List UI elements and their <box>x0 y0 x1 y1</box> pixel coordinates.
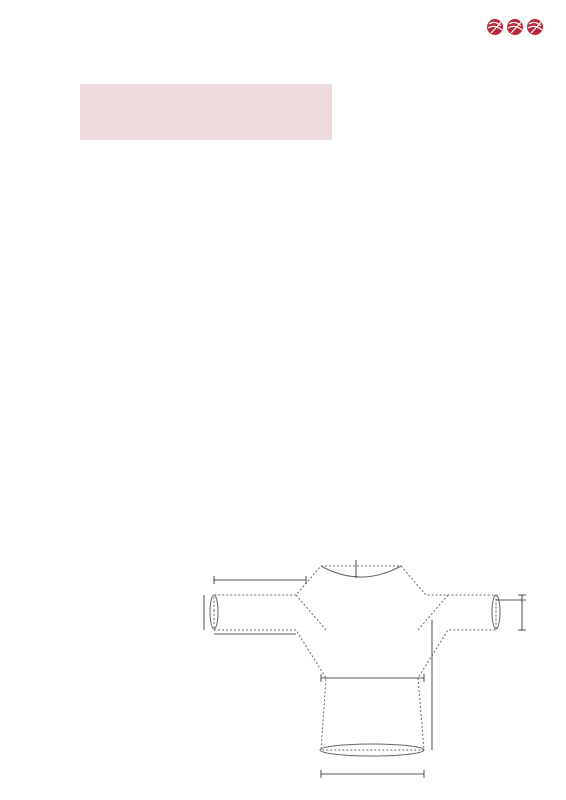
yarn-logo <box>486 18 544 41</box>
column-2 <box>198 185 362 195</box>
column-1 <box>20 185 182 195</box>
column-3 <box>376 185 544 195</box>
stitch-chart <box>374 66 514 166</box>
schematic-diagram <box>196 560 546 785</box>
size-box <box>80 84 332 140</box>
